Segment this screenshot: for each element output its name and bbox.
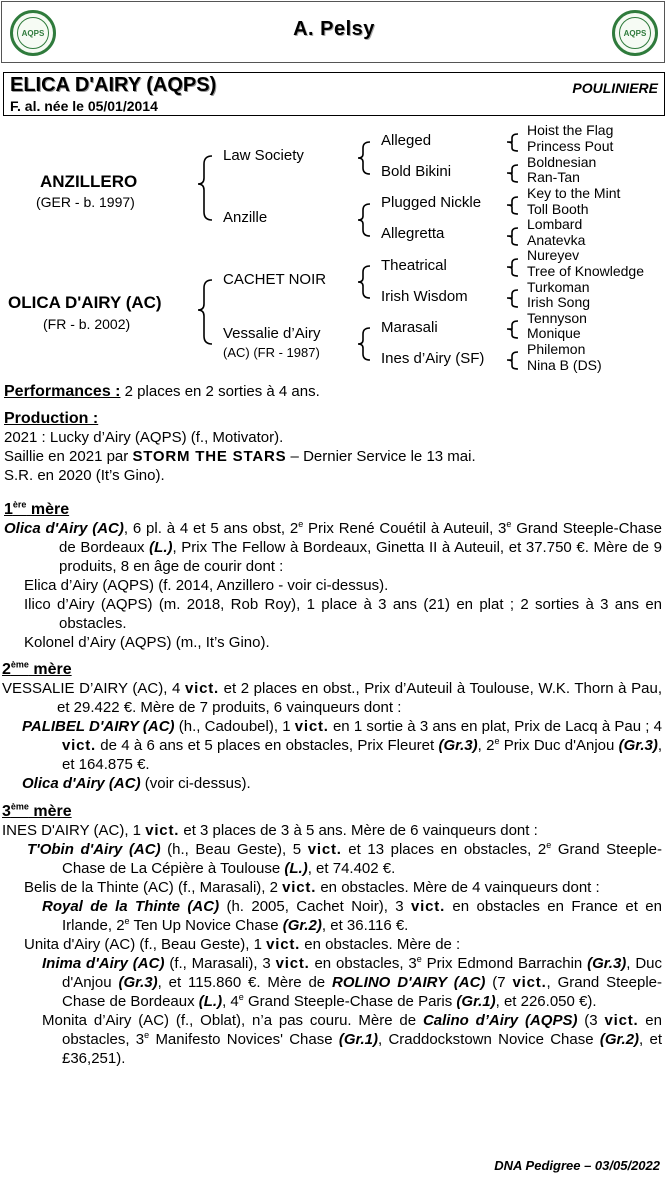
third-dam-grandproduce-1: Royal de la Thinte (AC) (h. 2005, Cachet Noir), 3 vict. en obstacles en France et en Irlande, 2e Ten Up Novice Chase (Gr.2), et 36.116 €. — [42, 898, 662, 934]
third-dam-heading: 3ème mère — [2, 801, 72, 820]
pedigree-gen2-4: Vessalie d’Airy — [223, 325, 321, 342]
pedigree-gen3-1: Alleged — [381, 132, 432, 149]
pedigree-gen4-8: Anatevka — [527, 232, 586, 248]
pedigree-gen4-14: Monique — [527, 325, 581, 341]
pedigree-gen3-3: Plugged Nickle — [381, 194, 482, 211]
production-line-3: S.R. en 2020 (It’s Gino). — [4, 467, 165, 484]
third-dam-grandproduce-2: Inima d'Airy (AC) (f., Marasali), 3 vict. en obstacles, 3e Prix Edmond Barrachin (Gr.3), Duc d'Anjou (Gr.3), et 115.860 €. Mère de ROLINO D'AIRY (AC) (7 vict., Grand Steeple-Chase de Bordeaux (L.), 4e Grand Steeple-Chase de Paris (Gr.1), et 226.050 €). — [42, 954, 662, 1010]
pedigree-gen4-5: Key to the Mint — [527, 185, 621, 201]
birth-info: F. al. née le 05/01/2014 — [10, 98, 158, 114]
owner-name: A. Pelsy — [293, 18, 375, 40]
first-dam-produce-1: Elica d’Airy (AQPS) (f. 2014, Anzillero - voir ci-dessus). — [24, 577, 389, 594]
third-dam-produce-2: Belis de la Thinte (AC) (f., Marasali), 2 vict. en obstacles. Mère de 4 vainqueurs dont : — [24, 879, 600, 896]
aqps-logo-left: AQPS — [10, 10, 56, 56]
pedigree-gen4-13: Tennyson — [527, 310, 587, 326]
horse-name: ELICA D'AIRY (AQPS) — [10, 74, 217, 96]
second-dam-produce-2: Olica d'Airy (AC) (voir ci-dessus). — [22, 775, 251, 792]
first-dam-heading: 1ère mère — [4, 499, 70, 518]
third-dam-produce-3: Unita d'Airy (AC) (f., Beau Geste), 1 vict. en obstacles. Mère de : — [24, 936, 461, 953]
pedigree-gen3-8: Ines d’Airy (SF) — [381, 350, 485, 367]
sire-name: ANZILLERO — [40, 172, 138, 191]
third-dam-produce-1: T'Obin d'Airy (AC) (h., Beau Geste), 5 vict. et 13 places en obstacles, 2e Grand Steeple-Chase de La Cépière à Toulouse (L.), et 74.402 €. — [27, 840, 662, 877]
pedigree-gen4-1: Hoist the Flag — [527, 122, 614, 138]
pedigree-gen4-16: Nina B (DS) — [527, 357, 602, 373]
production-line-1: 2021 : Lucky d’Airy (AQPS) (f., Motivator). — [4, 429, 284, 446]
second-dam-section — [2, 660, 662, 793]
pedigree-gen3-5: Theatrical — [381, 257, 447, 274]
pedigree-gen4-7: Lombard — [527, 216, 583, 232]
third-dam-grandproduce-3: Monita d’Airy (AC) (f., Oblat), n’a pas couru. Mère de Calino d’Airy (AQPS) (3 vict. en obstacles, 3e Manifesto Novices' Chase (Gr.1), Craddockstown Novice Chase (Gr.2), et £36,251). — [42, 1012, 662, 1067]
first-dam-produce-2: Ilico d’Airy (AQPS) (m. 2018, Rob Roy), 1 place à 3 ans (21) en plat ; 2 sorties à 3 ans en obstacles. — [24, 596, 662, 632]
pedigree-gen4-10: Tree of Knowledge — [527, 263, 644, 279]
performances-line: Performances : 2 places en 2 sorties à 4 ans. — [4, 383, 320, 400]
dam-info: (FR - b. 2002) — [43, 316, 131, 332]
production-label: Production : — [4, 410, 99, 427]
sire-info: (GER - b. 1997) — [36, 194, 135, 210]
pedigree-gen4-4: Ran-Tan — [527, 169, 580, 185]
first-dam-section — [4, 500, 662, 652]
pedigree-gen4-6: Toll Booth — [527, 201, 589, 217]
second-dam-heading: 2ème mère — [2, 659, 72, 678]
pedigree-gen4-11: Turkoman — [527, 279, 590, 295]
pedigree-gen3-6: Irish Wisdom — [381, 288, 468, 305]
third-dam-section — [2, 802, 662, 1068]
first-dam-produce-3: Kolonel d’Airy (AQPS) (m., It’s Gino). — [24, 634, 270, 651]
pedigree-gen3-4: Allegretta — [381, 225, 445, 242]
pedigree-gen3-2: Bold Bikini — [381, 163, 452, 180]
performances-label: Performances : — [4, 383, 121, 400]
dam-name: OLICA D'AIRY (AC) — [8, 293, 162, 312]
aqps-logo-right: AQPS — [612, 10, 658, 56]
production-section — [4, 409, 662, 485]
footer-credit: DNA Pedigree – 03/05/2022 — [494, 1158, 660, 1173]
first-dam-entry: Olica d'Airy (AC), 6 pl. à 4 et 5 ans obst, 2e Prix René Couétil à Auteuil, 3e Grand Steeple-Chase de Bordeaux (L.), Prix The Fellow à Bordeaux, Ginetta II à Auteuil, et 37.750 €. Mère de 9 produits, 8 en âge de courir dont : — [4, 519, 663, 575]
second-dam-produce-1: PALIBEL D'AIRY (AC) (h., Cadoubel), 1 vict. en 1 sortie à 3 ans en plat, Prix de Lacq à Pau ; 4 vict. de 4 à 6 ans et 5 places en obstacles, Prix Fleuret (Gr.3), 2e Prix Duc d'Anjou (Gr.3), et 164.875 €. — [22, 718, 662, 773]
production-line-2: Saillie en 2021 par STORM THE STARS – Dernier Service le 13 mai. — [4, 448, 476, 465]
pedigree-gen2-2: Anzille — [223, 209, 268, 226]
pedigree-gen4-15: Philemon — [527, 341, 586, 357]
pedigree-gen2-4-info: (AC) (FR - 1987) — [223, 345, 320, 360]
pedigree-gen2-1: Law Society — [223, 147, 304, 164]
horse-category: POULINIERE — [572, 80, 658, 96]
pedigree-gen4-9: Nureyev — [527, 247, 580, 263]
pedigree-gen4-3: Boldnesian — [527, 154, 597, 170]
pedigree-gen3-7: Marasali — [381, 319, 438, 336]
second-dam-entry: VESSALIE D’AIRY (AC), 4 vict. et 2 places en obst., Prix d’Auteuil à Toulouse, W.K. Thorn à Pau, et 29.422 €. Mère de 7 produits, 6 vainqueurs dont : — [2, 680, 662, 716]
third-dam-entry: INES D'AIRY (AC), 1 vict. et 3 places de 3 à 5 ans. Mère de 6 vainqueurs dont : — [2, 822, 538, 839]
pedigree-gen2-3: CACHET NOIR — [223, 271, 327, 288]
pedigree-gen4-2: Princess Pout — [527, 138, 614, 154]
pedigree-gen4-12: Irish Song — [527, 294, 591, 310]
